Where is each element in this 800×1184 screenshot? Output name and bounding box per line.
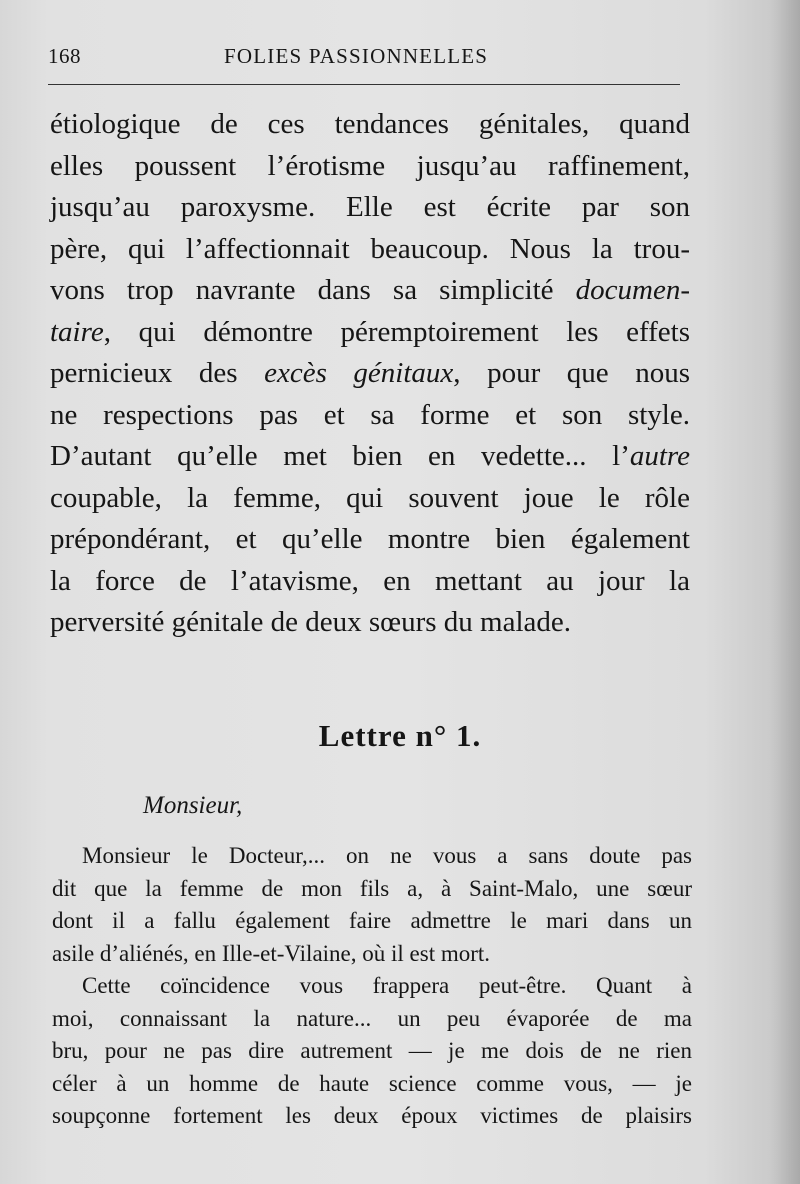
letter-line: dit que la femme de mon fils a, à Saint-Malo, une sœur bbox=[52, 875, 692, 901]
letter-line: Cette coïncidence vous frappera peut-être. Quant à bbox=[82, 973, 692, 998]
body-line bbox=[50, 436, 690, 478]
body-line: coupable, la femme, qui souvent joue le rôle bbox=[50, 481, 690, 514]
body-line bbox=[50, 312, 690, 354]
body-text-run: , pour que nous bbox=[453, 357, 690, 389]
page-number: 168 bbox=[48, 44, 81, 68]
body-text-run: pernicieux des bbox=[50, 357, 265, 389]
letter-line: moi, connaissant la nature... un peu évaporée de ma bbox=[52, 1005, 692, 1031]
body-line: perversité génitale de deux sœurs du malade. bbox=[50, 606, 572, 638]
running-title: FOLIES PASSIONNELLES bbox=[224, 44, 489, 68]
letter-salutation: Monsieur, bbox=[143, 792, 243, 819]
letter-heading: Lettre n° 1. bbox=[318, 718, 482, 753]
page-edge-shadow bbox=[770, 0, 800, 1184]
body-line: prépondérant, et qu’elle montre bien également bbox=[50, 523, 690, 555]
body-line: elles poussent l’érotisme jusqu’au raffinement, bbox=[50, 149, 690, 182]
body-italic-run: taire bbox=[50, 315, 104, 348]
body-line: la force de l’atavisme, en mettant au jour la bbox=[50, 564, 690, 597]
body-italic-run: excès génitaux bbox=[264, 357, 454, 389]
body-line: père, qui l’affectionnait beaucoup. Nous la trou- bbox=[50, 232, 690, 265]
letter-line: asile d’aliénés, en Ille-et-Vilaine, où il est mort. bbox=[52, 940, 491, 966]
letter-line: Monsieur le Docteur,... on ne vous a sans doute pas bbox=[82, 843, 692, 868]
letter-line: bru, pour ne pas dire autrement — je me dois de ne rien bbox=[52, 1038, 692, 1063]
body-italic-run: documen- bbox=[575, 274, 690, 306]
letter-line: céler à un homme de haute science comme vous, — je bbox=[52, 1070, 692, 1096]
body-text-run: D’autant qu’elle met bien en vedette... l’ bbox=[50, 440, 630, 472]
letter-body bbox=[52, 840, 692, 1133]
body-text-run: vons trop navrante dans sa simplicité bbox=[50, 274, 576, 306]
letter-line: soupçonne fortement les deux époux victimes de plaisirs bbox=[52, 1103, 692, 1128]
running-header bbox=[48, 44, 680, 76]
body-line bbox=[50, 270, 690, 312]
body-italic-run: autre bbox=[629, 440, 690, 472]
body-line: ne respections pas et sa forme et son style. bbox=[50, 398, 690, 431]
letter-line: dont il a fallu également faire admettre le mari dans un bbox=[52, 908, 692, 933]
body-line: étiologique de ces tendances génitales, quand bbox=[50, 108, 690, 140]
body-line: jusqu’au paroxysme. Elle est écrite par son bbox=[50, 191, 690, 223]
body-text-run: , qui démontre péremptoirement les effets bbox=[103, 315, 690, 348]
header-rule bbox=[48, 84, 680, 85]
body-paragraph bbox=[50, 104, 690, 644]
body-line bbox=[50, 353, 690, 395]
